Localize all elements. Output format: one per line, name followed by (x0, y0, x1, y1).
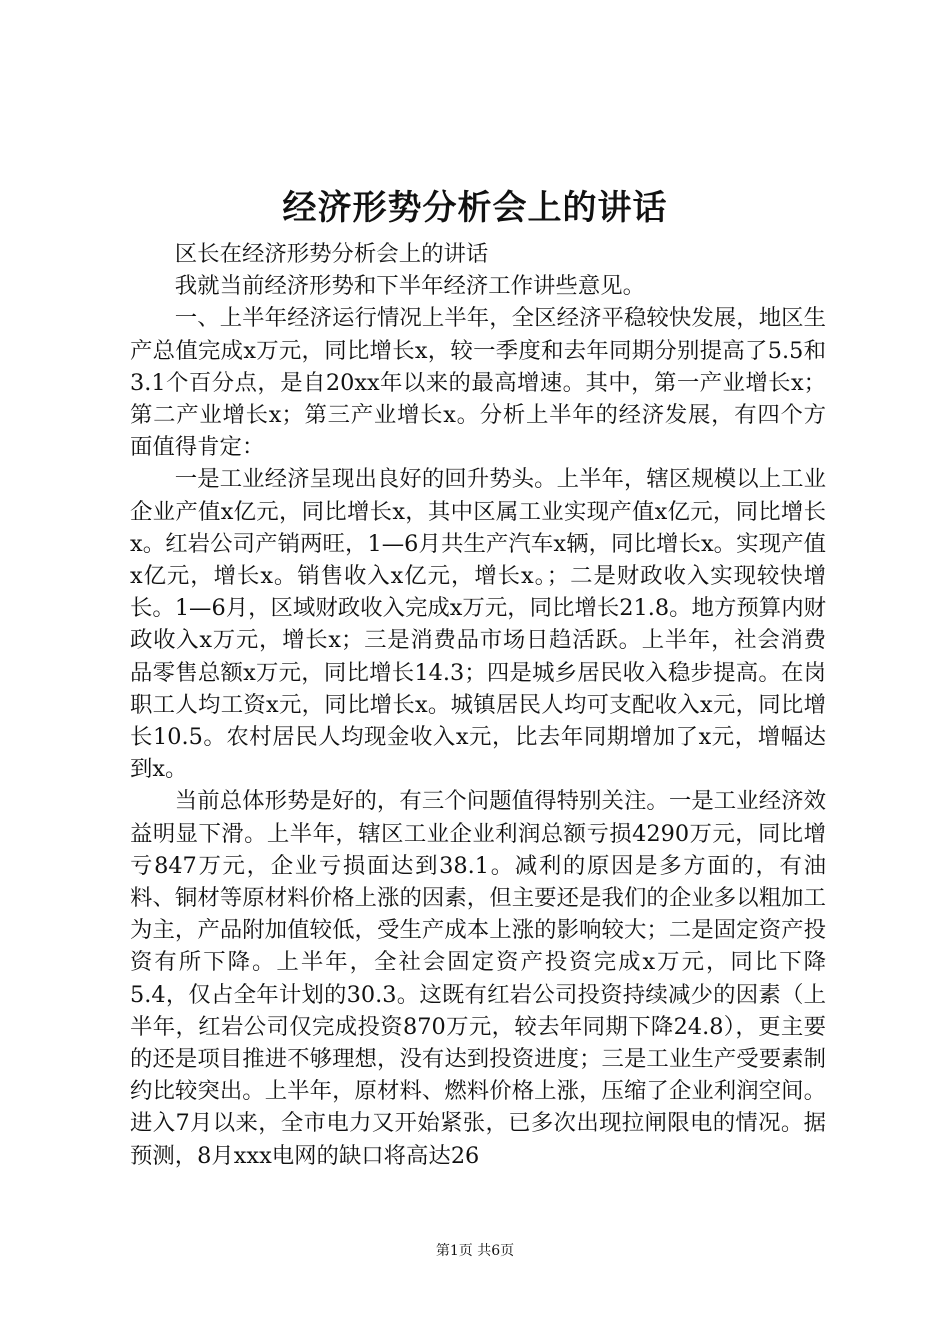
paragraph-three-issues: 当前总体形势是好的，有三个问题值得特别关注。一是工业经济效益明显下滑。上半年，辖区工业企业利润总额亏损4290万元，同比增亏847万元，企业亏损面达到38.1。减利的原因是多方面的，有油料、铜材等原材料价格上涨的因素，但主要还是我们的企业多以粗加工为主，产品附加值较低，受生产成本上涨的影响较大；二是固定资产投资有所下降。上半年，全社会固定资产投资完成x万元，同比下降5.4，仅占全年计划的30.3。这既有红岩公司投资持续减少的因素（上半年，红岩公司仅完成投资870万元，较去年同期下降24.8），更主要的还是项目推进不够理想，没有达到投资进度；三是工业生产受要素制约比较突出。上半年，原材料、燃料价格上涨，压缩了企业利润空间。进入7月以来，全市电力又开始紧张，已多次出现拉闸限电的情况。据预测，8月xxx电网的缺口将高达26 (130, 788, 826, 1169)
document-title: 经济形势分析会上的讲话 (282, 188, 668, 228)
document-body (130, 238, 826, 1172)
paragraph-speech-heading: 区长在经济形势分析会上的讲话 (174, 241, 489, 267)
paragraph-four-aspects: 一是工业经济呈现出良好的回升势头。上半年，辖区规模以上工业企业产值x亿元，同比增长x，其中区属工业实现产值x亿元，同比增长x。红岩公司产销两旺，1—6月共生产汽车x辆，同比增长x。实现产值x亿元，增长x。销售收入x亿元，增长x。；二是财政收入实现较快增长。1—6月，区域财政收入完成x万元，同比增长21.8。地方预算内财政收入x万元，增长x；三是消费品市场日趋活跃。上半年，社会消费品零售总额x万元，同比增长14.3；四是城乡居民收入稳步提高。在岗职工人均工资x元，同比增长x。城镇居民人均可支配收入x元，同比增长10.5。农村居民人均现金收入x元，比去年同期增加了x元，增幅达到x。 (130, 466, 826, 783)
paragraph-intro: 我就当前经济形势和下半年经济工作讲些意见。 (174, 273, 645, 300)
paragraph-first-half-overview: 一、上半年经济运行情况上半年，全区经济平稳较快发展，地区生产总值完成x万元，同比增长x，较一季度和去年同期分别提高了5.5和3.1个百分点，是自20xx年以来的最高增速。其中，第一产业增长x；第二产业增长x；第三产业增长x。分析上半年的经济发展，有四个方面值得肯定： (130, 305, 826, 461)
page-footer: 第1页 共6页 (435, 1243, 515, 1259)
